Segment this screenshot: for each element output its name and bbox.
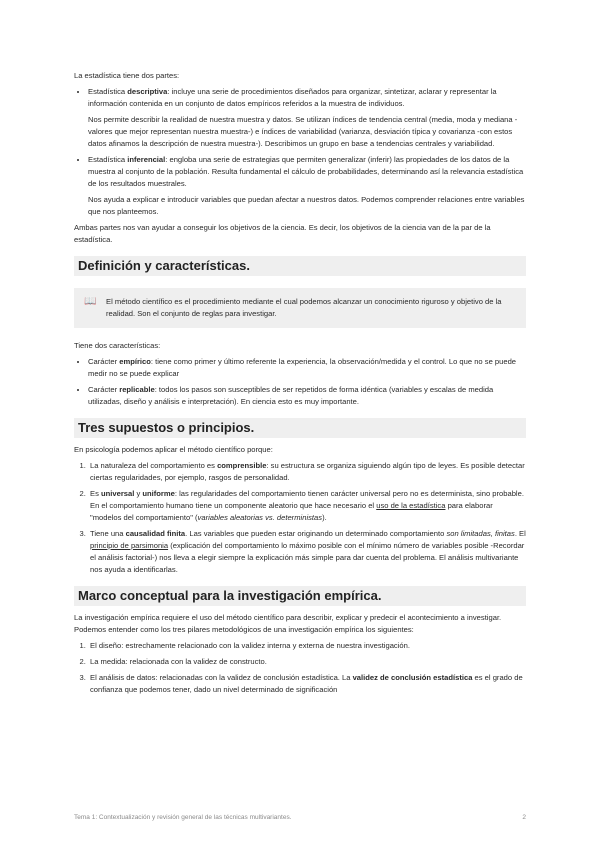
callout-text: El método científico es el procedimiento mediante el cual podemos alcanzar un conocimiento riguroso y objetivo de la realidad. Son el conjunto de reglas para investigar. xyxy=(106,297,502,318)
section-heading: Marco conceptual para la investigación empírica. xyxy=(74,586,526,606)
page-number: 2 xyxy=(522,814,526,821)
paragraph: Tiene dos características: xyxy=(74,341,161,350)
list-item: 3. Tiene una causalidad finita. Las variables que pueden estar originando un determinado comportamiento son limitadas, finitas. El principio de parsimonia (explicación del comportamiento lo máximo posible con el mínimo número de variables posible -Recordar el análisis factorial-) nos lleva a elegir siempre la explicación más simple para dar cuenta del problema. El análisis multivariante nos ayuda a identificarlas. xyxy=(88,528,526,576)
list-item: • Carácter replicable: todos los pasos son susceptibles de ser repetidos de forma idéntica (variables y escalas de medida utilizadas, diseño y análisis e interpretación). En ciencia esto es muy importante. xyxy=(88,384,526,408)
list-item-note: Nos permite describir la realidad de nuestra muestra y datos. Se utilizan índices de tendencia central (media, moda y mediana -valores que mejor representan nuestra muestra-) e índices de variabilidad (varianza, desviación típica y covarianza -con estos datos afinamos la descripción de nuestra muestra-). Describimos un grupo en base a tendencias centrales y variabilidad. xyxy=(88,115,518,148)
book-icon: 📖 xyxy=(84,296,97,307)
principles-list xyxy=(74,460,526,576)
paragraph: La investigación empírica requiere el uso del método científico para describir, explicar y predecir el acontecimiento a investigar. Podemos entender como los tres pilares metodológicos de una investigación empírica los siguientes: xyxy=(74,613,502,634)
definition-callout xyxy=(74,288,526,328)
pillars-list xyxy=(74,640,526,696)
list-item: • Estadística inferencial: engloba una serie de estrategias que permiten generalizar (inferir) las propiedades de los datos de la muestra al conjunto de la población. Resulta fundamental el cálculo de probabilidades, determinando así la relevancia estadística de los resultados muestrales. Nos ayuda a explicar e introducir variables que puedan afectar a nuestros datos. Podemos comprender relaciones entre variables que nos planteemos. xyxy=(88,154,526,218)
list-item: 2. La medida: relacionada con la validez de constructo. xyxy=(88,656,526,668)
statistics-link[interactable]: uso de la estadística xyxy=(376,501,446,510)
parsimony-link[interactable]: principio de parsimonia xyxy=(90,541,169,550)
list-item: • Carácter empírico: tiene como primer y último referente la experiencia, la observación/medida y el control. Lo que no se puede medir no se puede explicar xyxy=(88,356,526,380)
paragraph: En psicología podemos aplicar el método científico porque: xyxy=(74,445,273,454)
list-item: • Estadística descriptiva: incluye una serie de procedimientos diseñados para organizar, sintetizar, aclarar y representar la información contenida en un conjunto de datos empíricos referidos a la muestra de individuos. Nos permite describir la realidad de nuestra muestra y datos. Se utilizan índices de tendencia central (media, moda y mediana -valores que mejor representan nuestra muestra-) e índices de variabilidad (varianza, desviación típica y covarianza -con estos datos afinamos la descripción de nuestra muestra-). Describimos un grupo en base a tendencias centrales y variabilidad. xyxy=(88,86,526,150)
section-heading: Tres supuestos o principios. xyxy=(74,418,526,438)
intro-text: La estadística tiene dos partes: xyxy=(74,71,180,80)
list-item: 1. La naturaleza del comportamiento es comprensible: su estructura se organiza siguiendo algún tipo de leyes. Es posible detectar ciertas regularidades, por ejemplo, rasgos de personalidad. xyxy=(88,460,526,484)
list-item-note: Nos ayuda a explicar e introducir variables que puedan afectar a nuestros datos. Podemos comprender relaciones entre variables que nos planteemos. xyxy=(88,195,525,216)
footer-text: Tema 1: Contextualización y revisión general de las técnicas multivariantes. xyxy=(74,814,292,821)
page-footer xyxy=(74,814,526,821)
list-item: 2. Es universal y uniforme: las regularidades del comportamiento tienen carácter universal pero no es determinista, sino probable. En el comportamiento humano tiene un componente aleatorio que hace necesario el uso de la estadística para elaborar "modelos del comportamiento" (variables aleatorias vs. deterministas). xyxy=(88,488,526,524)
section-heading: Definición y características. xyxy=(74,256,526,276)
page-content xyxy=(74,70,526,700)
paragraph: Ambas partes nos van ayudar a conseguir los objetivos de la ciencia. Es decir, los objetivos de la ciencia van de la par de la estadística. xyxy=(74,223,491,244)
parts-list xyxy=(74,86,526,218)
characteristics-list xyxy=(74,356,526,408)
list-item: 3. El análisis de datos: relacionadas con la validez de conclusión estadística. La validez de conclusión estadística es el grado de confianza que podemos tener, dado un nivel determinado de significación xyxy=(88,672,526,696)
list-item: 1. El diseño: estrechamente relacionado con la validez interna y externa de nuestra investigación. xyxy=(88,640,526,652)
